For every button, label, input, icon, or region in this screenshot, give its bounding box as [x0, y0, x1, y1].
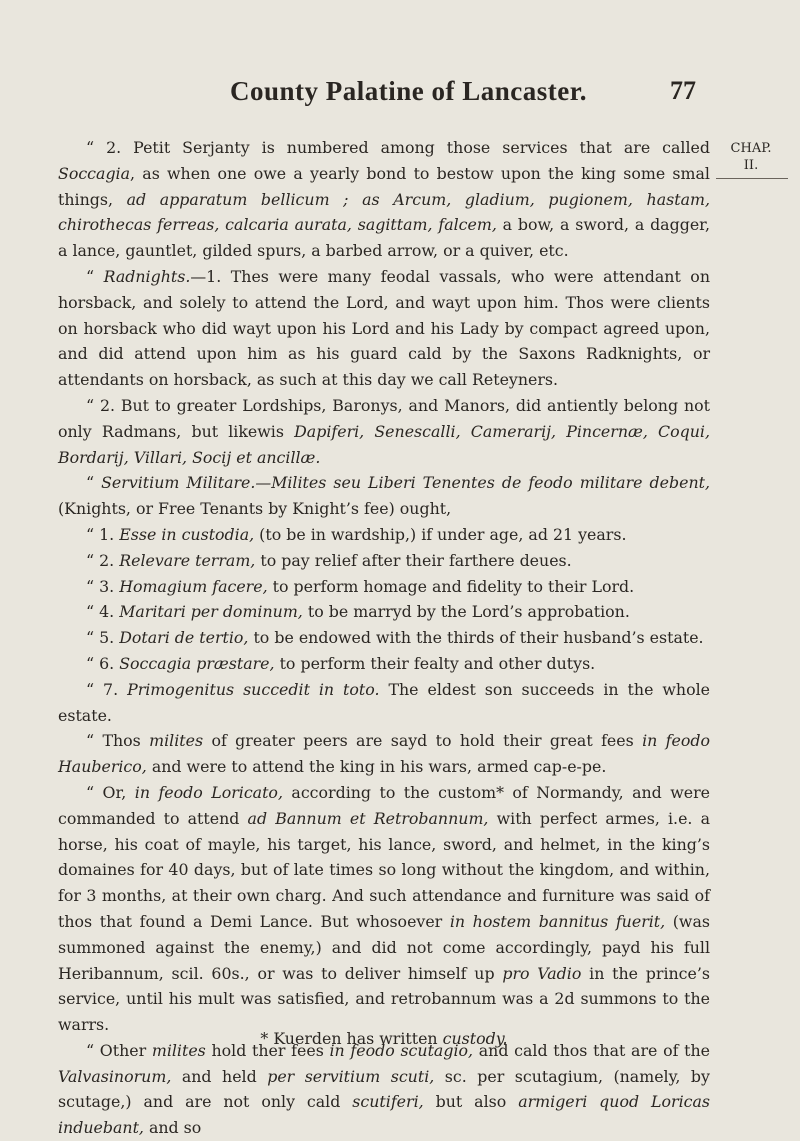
chapter-label: CHAP. — [730, 141, 772, 156]
paragraph-radnights: “ Radnights.—1. Thes were many feodal vassals, who were attendant on horsback, and solely to attend the Lord, and wayt upon him. Thos were clients on horsback who did wayt upon his Lord and his Lady by compact agreed upon, and did attend upon him as his guard cald by the Saxons Radknights, or attendants on horsback, as such at this day we call Reteyners. — [58, 266, 710, 390]
paragraph-servitium-militare: “ Servitium Militare.—Milites seu Liberi Tenentes de feodo militare debent, (Knights, or Free Tenants by Knight’s fee) ought, — [58, 473, 710, 519]
paragraph-scutagio: “ Other milites hold ther fees in feodo scutagio, and cald thos that are of the Valvasinorum, and held per servitium scuti, sc. per scutagium, (namely, by scutage,) and are not only cald scutiferi, but also armigeri quod Loricas induebant, and so — [58, 1040, 711, 1138]
page-number: 77 — [670, 76, 696, 105]
page-header — [0, 76, 800, 116]
list-item: “ 2. Relevare terram, to pay relief after their farthere deues. — [86, 550, 572, 570]
body-text — [58, 135, 710, 1141]
list-item: “ 4. Maritari per dominum, to be marryd by the Lord’s approbation. — [86, 602, 630, 622]
paragraph-lordships: “ 2. But to greater Lordships, Baronys, and Manors, did antiently belong not only Radmans, but likewis Dapiferi, Senescalli, Camerarij, Pincernæ, Coqui, Bordarij, Villari, Socij et ancillæ. — [58, 395, 710, 467]
list-item: “ 3. Homagium facere, to perform homage and fidelity to their Lord. — [86, 576, 635, 596]
running-title: County Palatine of Lancaster. — [230, 76, 587, 106]
paragraph-loricato: “ Or, in feodo Loricato, according to the custom* of Normandy, and were commanded to attend ad Bannum et Retrobannum, with perfect armes, i.e. a horse, his coat of mayle, his target, his lance, sword, and helmet, in the king’s domaines for 40 days, but of late times so long without the kingdom, and within, for 3 months, at their own charg. And such attendance and furniture was said of thos that found a Demi Lance. But whosoever in hostem bannitus fuerit, (was summoned against the enemy,) and did not come accordingly, payd his full Heribannum, scil. 60s., or was to deliver himself up pro Vadio in the prince’s service, until his mult was satisfied, and retrobannum was a 2d summons to the warrs. — [58, 782, 711, 1035]
list-item: “ 1. Esse in custodia, (to be in wardship,) if under age, ad 21 years. — [86, 524, 627, 544]
list-item: “ 7. Primogenitus succedit in toto. The eldest son succeeds in the whole estate. — [58, 679, 710, 725]
list-item: “ 5. Dotari de tertio, to be endowed with the thirds of their husband’s estate. — [86, 628, 704, 648]
margin-rule — [716, 178, 788, 179]
footnote: * Kuerden has written custody. — [260, 1029, 508, 1048]
paragraph-petit-serjanty: “ 2. Petit Serjanty is numbered among those services that are called Soccagia, as when one owe a yearly bond to bestow upon the king some smal things, ad apparatum bellicum ; as Arcum, gladium, pugionem, hastam, chirothecas ferreas, calcaria aurata, sagittam, falcem, a bow, a sword, a dagger, a lance, gauntlet, gilded spurs, a barbed arrow, or a quiver, etc. — [58, 138, 711, 261]
list-item: “ 6. Soccagia præstare, to perform their fealty and other dutys. — [86, 653, 596, 673]
paragraph-hauberico: “ Thos milites of greater peers are sayd to hold their great fees in feodo Hauberico, and were to attend the king in his wars, armed cap-e-pe. — [58, 731, 710, 777]
chapter-number: II. — [743, 158, 759, 173]
margin-chapter-note — [716, 140, 786, 179]
